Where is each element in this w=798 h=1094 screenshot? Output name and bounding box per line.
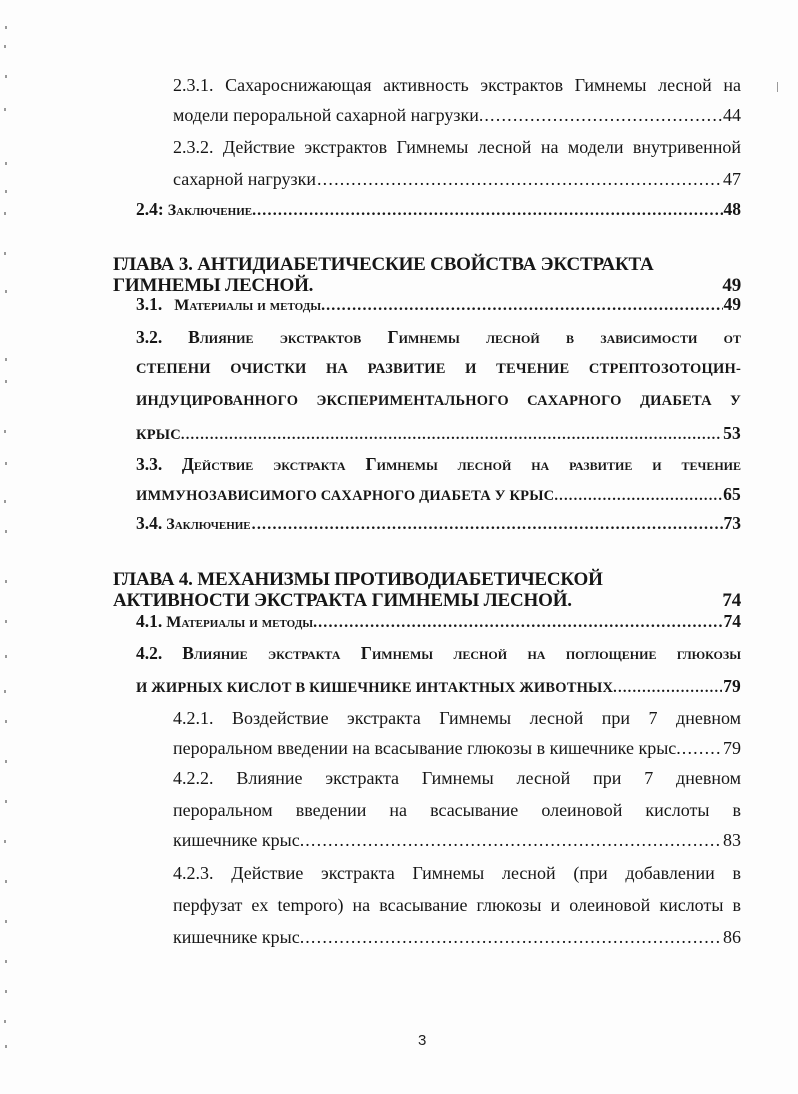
toc-page-number: 47 <box>723 169 741 189</box>
toc-entry-text: 4.2.2. Влияние экстракта Гимнемы лесной при 7 дневном <box>173 768 741 788</box>
toc-entry-2-4[interactable] <box>136 201 741 219</box>
toc-entry-3-2-line-2 <box>136 362 741 377</box>
toc-page-number: 74 <box>723 611 741 631</box>
dot-leader <box>484 106 722 124</box>
toc-entry-text: кишечнике крыс. <box>173 830 305 850</box>
toc-entry-4-2-3-line-1[interactable] <box>173 864 741 882</box>
toc-entry-4-2-line-1[interactable] <box>136 645 741 663</box>
dot-leader <box>682 739 722 757</box>
toc-page-number: 65 <box>723 484 741 504</box>
dot-leader <box>618 681 722 696</box>
toc-page-number: 79 <box>723 738 741 758</box>
toc-entry-text: СТЕПЕНИ ОЧИСТКИ НА РАЗВИТИЕ И ТЕЧЕНИЕ СТРЕПТОЗОТОЦИН- <box>136 361 741 377</box>
toc-section-number: 3.2. <box>136 327 163 347</box>
toc-entry-text: кишечнике крыс. <box>173 927 305 947</box>
toc-entry-3-2-line-1[interactable] <box>136 329 741 347</box>
toc-page-number: 48 <box>723 199 741 219</box>
chapter-title: ГЛАВА 4. МЕХАНИЗМЫ ПРОТИВОДИАБЕТИЧЕСКОЙ <box>113 569 603 590</box>
toc-entry-text: И ЖИРНЫХ КИСЛОТ В КИШЕЧНИКЕ ИНТАКТНЫХ ЖИВОТНЫХ. <box>136 680 617 696</box>
dot-leader <box>252 517 723 533</box>
chapter-title: ГЛАВА 3. АНТИДИАБЕТИЧЕСКИЕ СВОЙСТВА ЭКСТРАКТА <box>113 254 654 275</box>
toc-page-number: 44 <box>723 105 741 125</box>
toc-entry-text: 2.3.2. Действие экстрактов Гимнемы лесной на модели внутривенной <box>173 137 741 157</box>
dot-leader <box>559 489 722 504</box>
toc-entry-2-3-1-line-1 <box>173 76 741 94</box>
toc-entry-4-2-3-line-2 <box>173 896 741 914</box>
toc-entry-text: модели пероральной сахарной нагрузки. <box>173 105 484 125</box>
toc-entry-3-3-line-2 <box>136 486 741 504</box>
toc-entry-2-3-1-line-2[interactable] <box>173 106 741 124</box>
dot-leader <box>317 170 722 188</box>
toc-entry-4-2-1-line-2 <box>173 739 741 757</box>
toc-entry-text: КРЫС. <box>136 427 185 443</box>
dot-leader <box>186 428 722 443</box>
toc-entry-text: 4.2.3. Действие экстракта Гимнемы лесной (при добавлении в <box>173 863 741 883</box>
toc-entry-3-2-line-4 <box>136 425 741 443</box>
toc-entry-4-2-2-line-3 <box>173 831 741 849</box>
toc-entry-text: ИНДУЦИРОВАННОГО ЭКСПЕРИМЕНТАЛЬНОГО САХАРНОГО ДИАБЕТА У <box>136 393 741 409</box>
toc-section-number: 4.1. <box>136 611 163 631</box>
toc-entry-3-4[interactable] <box>136 515 741 533</box>
toc-entry-text: Действие экстракта Гимнемы лесной на развитие и течение <box>181 454 741 474</box>
toc-entry-text: Материалы и методы. <box>174 297 326 314</box>
toc-entry-4-2-line-2 <box>136 678 741 696</box>
toc-entry-text: Влияние экстракта Гимнемы лесной на поглощение глюкозы <box>182 643 742 663</box>
toc-page-number: 49 <box>723 294 741 314</box>
toc-entry-4-2-3-line-3 <box>173 928 741 946</box>
page-number: 3 <box>418 1032 427 1049</box>
toc-chapter-3-line-1[interactable] <box>113 255 741 274</box>
chapter-title: АКТИВНОСТИ ЭКСТРАКТА ГИМНЕМЫ ЛЕСНОЙ. <box>113 590 572 611</box>
toc-entry-heading <box>136 613 317 631</box>
toc-entry-text: сахарной нагрузки <box>173 169 316 189</box>
toc-entry-text: пероральном введении на всасывание глюкозы в кишечнике крыс. <box>173 738 681 758</box>
toc-entry-text: пероральном введении на всасывание олеиновой кислоты в <box>173 800 741 820</box>
toc-section-number: 2.4: <box>136 199 164 219</box>
toc-page-number: 53 <box>723 423 741 443</box>
toc-section-number: 3.3. <box>136 454 163 474</box>
dot-leader <box>257 203 722 219</box>
toc-entry-3-1[interactable] <box>136 296 741 314</box>
toc-chapter-4-line-2[interactable] <box>113 591 741 610</box>
toc-entry-heading <box>136 201 256 219</box>
toc-entry-4-2-1-line-1[interactable] <box>173 709 741 727</box>
toc-entry-text: перфузат ex temporo) на всасывание глюкозы и олеиновой кислоты в <box>173 895 741 915</box>
dot-leader <box>318 615 722 631</box>
toc-entry-2-3-2-line-1 <box>173 138 741 156</box>
toc-entry-4-2-2-line-2 <box>173 801 741 819</box>
toc-page-number: 73 <box>723 513 741 533</box>
toc-page-number: 86 <box>723 927 741 947</box>
toc-entry-text: Заключение. <box>167 202 257 219</box>
dot-leader <box>305 928 722 946</box>
toc-page-number: 74 <box>722 590 741 611</box>
toc-entry-4-1[interactable] <box>136 613 741 631</box>
toc-entry-text: Заключение <box>166 516 251 533</box>
dot-leader <box>305 831 722 849</box>
toc-entry-text: Материалы и методы. <box>166 614 318 631</box>
toc-entry-4-2-2-line-1[interactable] <box>173 769 741 787</box>
chapter-title: ГИМНЕМЫ ЛЕСНОЙ. <box>113 275 314 296</box>
toc-entry-3-2-line-3 <box>136 394 741 409</box>
dot-leader <box>326 298 722 314</box>
toc-chapter-3-line-2[interactable] <box>113 276 741 295</box>
toc-entry-text: ИММУНОЗАВИСИМОГО САХАРНОГО ДИАБЕТА У КРЫС. <box>136 488 559 504</box>
toc-page-number: 49 <box>722 275 741 296</box>
toc-entry-heading <box>136 296 325 314</box>
toc-section-number: 3.1. <box>136 294 163 314</box>
toc-entry-text: 2.3.1. Сахароснижающая активность экстрактов Гимнемы лесной на <box>173 75 741 95</box>
toc-section-number: 4.2. <box>136 643 163 663</box>
toc-entry-2-3-2-line-2[interactable] <box>173 170 741 188</box>
toc-chapter-4-line-1[interactable] <box>113 570 741 589</box>
toc-section-number: 3.4. <box>136 513 163 533</box>
toc-entry-heading <box>136 515 251 533</box>
toc-page-number: 79 <box>723 676 741 696</box>
toc-entry-text: Влияние экстрактов Гимнемы лесной в зависимости от <box>188 327 742 347</box>
toc-entry-text: 4.2.1. Воздействие экстракта Гимнемы лесной при 7 дневном <box>173 708 741 728</box>
toc-entry-3-3-line-1[interactable] <box>136 456 741 474</box>
toc-page-number: 83 <box>723 830 741 850</box>
